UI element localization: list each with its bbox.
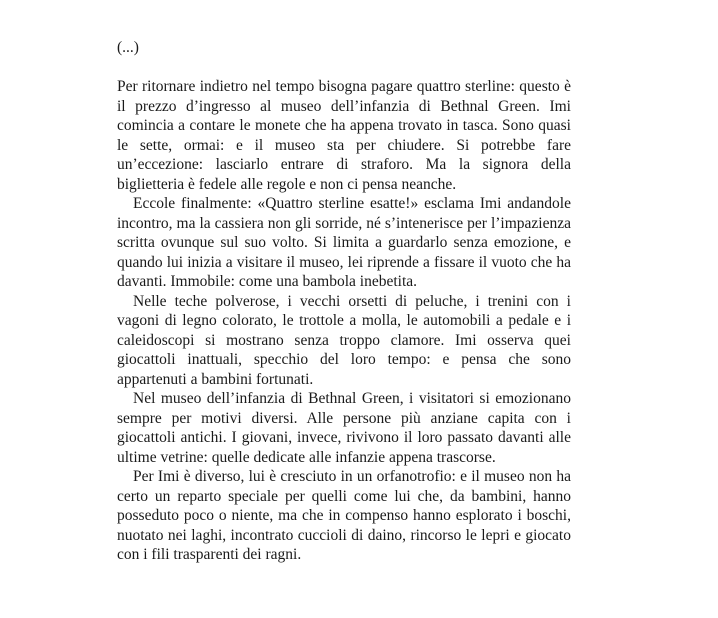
paragraph-1: Per ritornare indietro nel tempo bisogna pagare quattro sterline: questo è il prezzo d’ingresso al museo dell’infanzia di Bethnal Green. Imi comincia a contare le monete che ha appena trovato in tasca. Sono quasi le sette, ormai: e il museo sta per chiudere. Si potrebbe fare un’eccezione: lasciarlo entrare di straforo. Ma la signora della biglietteria è fedele alle regole e non ci pensa neanche. xyxy=(117,78,571,193)
text-body xyxy=(117,38,571,565)
paragraph-2: Eccole finalmente: «Quattro sterline esatte!» esclama Imi andandole incontro, ma la cassiera non gli sorride, né s’intenerisce per l’impazienza scritta ovunque sul suo volto. Si limita a guardarlo senza emozione, e quando lui inizia a visitare il museo, lei riprende a fissare il vuoto che ha davanti. Immobile: come una bambola inebetita. xyxy=(117,195,571,290)
paragraph-4: Nel museo dell’infanzia di Bethnal Green, i visitatori si emozionano sempre per motivi diversi. Alle persone più anziane capita con i giocattoli antichi. I giovani, invece, rivivono il loro passato davanti alle ultime vetrine: quelle dedicate alle infanzie appena trascorse. xyxy=(117,390,571,466)
omission-mark: (...) xyxy=(117,39,139,56)
paragraph-3: Nelle teche polverose, i vecchi orsetti di peluche, i trenini con i vagoni di legno colorato, le trottole a molla, le automobili a pedale e i caleidoscopi si mostrano senza troppo clamore. Imi osserva quei giocattoli inattuali, specchio del loro tempo: e pensa che sono appartenuti a bambini fortunati. xyxy=(117,292,571,388)
paragraph-5: Per Imi è diverso, lui è cresciuto in un orfanotrofio: e il museo non ha certo un reparto speciale per quelli come lui che, da bambini, hanno posseduto poco o niente, ma che in compenso hanno esplorato i boschi, nuotato nei laghi, incontrato cuccioli di daino, rincorso le lepri e giocato con i fili trasparenti dei ragni. xyxy=(117,468,571,563)
